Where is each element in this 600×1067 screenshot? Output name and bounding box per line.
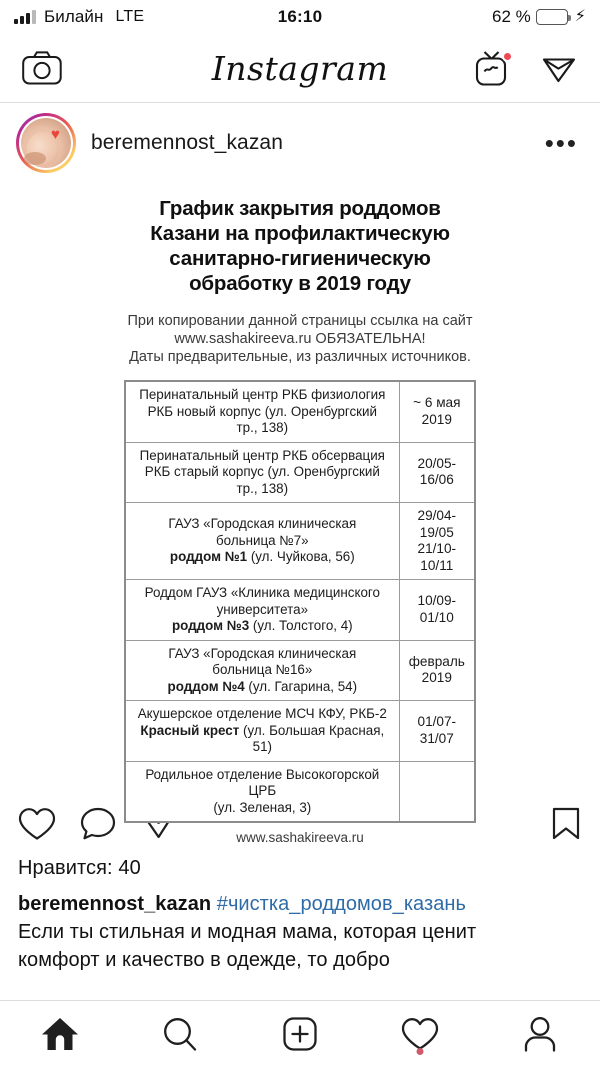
table-cell-dates bbox=[399, 761, 475, 822]
avatar[interactable] bbox=[16, 113, 76, 173]
tab-search[interactable] bbox=[140, 1001, 220, 1067]
top-nav-actions bbox=[475, 49, 578, 87]
igtv-notification-badge bbox=[502, 51, 513, 62]
table-row bbox=[125, 503, 475, 580]
bottom-tab-bar bbox=[0, 1000, 600, 1066]
table-cell-facility: Родильное отделение Высокогорской ЦРБ (ул. Зеленая, 3) bbox=[125, 761, 399, 822]
maternity-closure-table bbox=[124, 380, 476, 823]
status-bar bbox=[0, 0, 600, 34]
top-navigation-bar bbox=[0, 34, 600, 103]
post-options-button[interactable]: ••• bbox=[544, 128, 578, 158]
table-cell-dates: 29/04- 19/05 21/10- 10/11 bbox=[399, 503, 475, 580]
table-row bbox=[125, 761, 475, 822]
network-type-label: LTE bbox=[115, 8, 145, 25]
heart-icon bbox=[401, 1017, 439, 1051]
tab-home[interactable] bbox=[20, 1001, 100, 1067]
likes-count-label[interactable]: Нравится: 40 bbox=[18, 857, 141, 879]
table-cell-facility: ГАУЗ «Городская клиническая больница №7» роддом №1 (ул. Чуйкова, 56) bbox=[125, 503, 399, 580]
table-row bbox=[125, 640, 475, 701]
table-cell-facility: Перинатальный центр РКБ обсервация РКБ старый корпус (ул. Оренбургский тр., 138) bbox=[125, 442, 399, 503]
heart-icon: ♥ bbox=[51, 126, 60, 143]
direct-share-icon[interactable] bbox=[540, 49, 578, 87]
table-cell-facility: Акушерское отделение МСЧ КФУ, РКБ-2 Красный крест (ул. Большая Красная, 51) bbox=[125, 701, 399, 762]
table-cell-dates: февраль 2019 bbox=[399, 640, 475, 701]
instagram-wordmark: Instagram bbox=[211, 48, 389, 88]
profile-person-icon bbox=[523, 1016, 557, 1052]
camera-icon[interactable] bbox=[22, 51, 62, 85]
post-author-username[interactable]: beremennost_kazan bbox=[91, 131, 283, 154]
table-cell-facility: Перинатальный центр РКБ физиология РКБ новый корпус (ул. Оренбургский тр., 138) bbox=[125, 381, 399, 442]
post-caption bbox=[0, 880, 600, 978]
avatar-image-pregnant-belly bbox=[21, 118, 71, 168]
table-row bbox=[125, 580, 475, 641]
post-image[interactable] bbox=[0, 183, 600, 845]
table-cell-dates: ~ 6 мая 2019 bbox=[399, 381, 475, 442]
table-cell-dates: 10/09- 01/10 bbox=[399, 580, 475, 641]
activity-notification-badge bbox=[417, 1048, 424, 1055]
post-header bbox=[0, 103, 600, 183]
avatar-inner-ring bbox=[19, 116, 73, 170]
table-cell-facility: Роддом ГАУЗ «Клиника медицинского университета» роддом №3 (ул. Толстого, 4) bbox=[125, 580, 399, 641]
clock-label: 16:10 bbox=[277, 7, 323, 26]
carrier-label: Билайн bbox=[44, 7, 104, 26]
tab-add-post[interactable] bbox=[260, 1001, 340, 1067]
status-bar-right bbox=[492, 7, 586, 27]
caption-hashtag[interactable]: #чистка_роддомов_казань bbox=[216, 893, 466, 915]
table-cell-facility: ГАУЗ «Городская клиническая больница №16» роддом №4 (ул. Гагарина, 54) bbox=[125, 640, 399, 701]
table-row bbox=[125, 701, 475, 762]
charging-bolt-icon: ⚡ bbox=[574, 8, 586, 25]
caption-username[interactable]: beremennost_kazan bbox=[18, 893, 212, 915]
tab-activity[interactable] bbox=[380, 1001, 460, 1067]
add-post-icon bbox=[282, 1016, 318, 1052]
flyer-source-url: www.sashakireeva.ru bbox=[236, 830, 364, 845]
flyer-title: График закрытия роддомов Казани на профилактическую санитарно-гигиеническую обработку в 2019 году bbox=[150, 197, 450, 295]
battery-icon bbox=[536, 9, 568, 25]
home-icon bbox=[41, 1016, 79, 1052]
table-cell-dates: 01/07- 31/07 bbox=[399, 701, 475, 762]
table-cell-dates: 20/05- 16/06 bbox=[399, 442, 475, 503]
status-bar-left bbox=[14, 7, 144, 27]
battery-percent-label: 62 % bbox=[492, 7, 531, 26]
search-icon bbox=[162, 1016, 198, 1052]
igtv-icon[interactable] bbox=[475, 50, 512, 87]
table-row bbox=[125, 381, 475, 442]
table-row bbox=[125, 442, 475, 503]
caption-body: Если ты стильная и модная мама, которая ценит комфорт и качество в одежде, то добро bbox=[18, 921, 477, 971]
flyer-copyright-note: При копировании данной страницы ссылка на сайт www.sashakireeva.ru ОБЯЗАТЕЛЬНА! Даты предварительные, из различных источников. bbox=[127, 313, 473, 365]
tab-profile[interactable] bbox=[500, 1001, 580, 1067]
signal-bars-icon bbox=[14, 10, 36, 24]
